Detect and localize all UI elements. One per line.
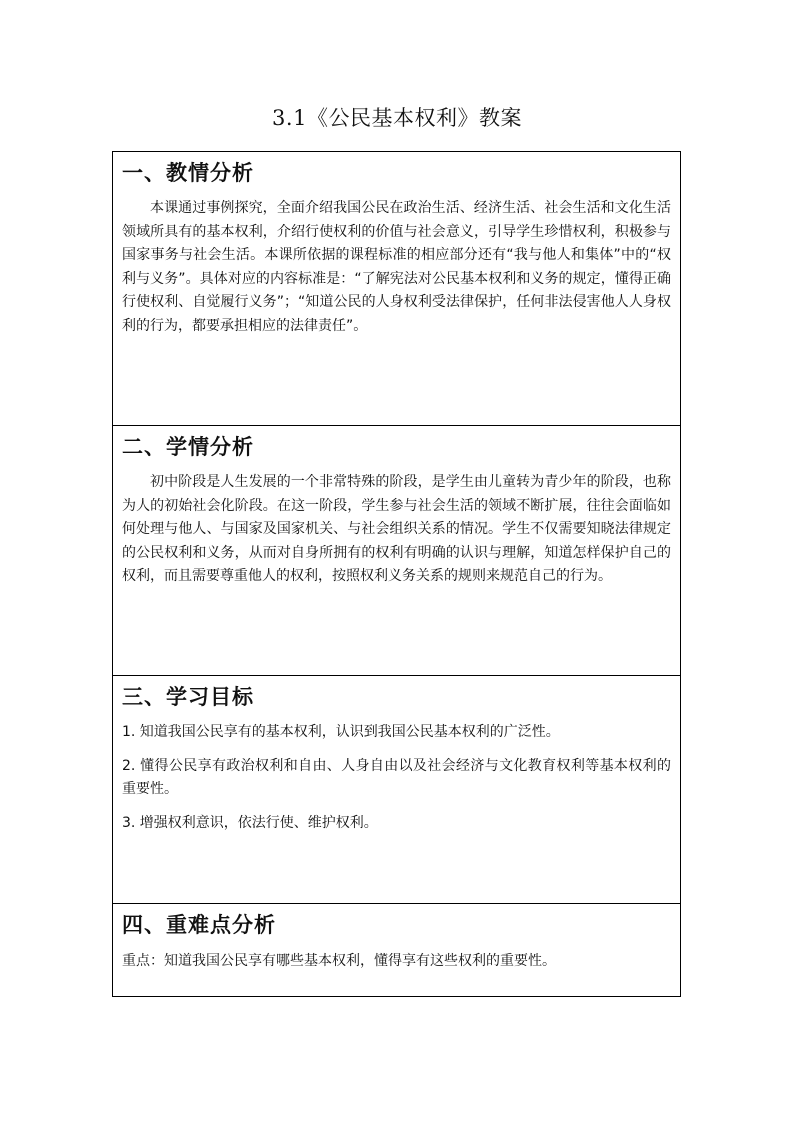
section-heading: 三、学习目标 xyxy=(122,684,254,709)
section-paragraph: 初中阶段是人生发展的一个非常特殊的阶段，是学生由儿童转为青少年的阶段，也称为人的初始社会化阶段。在这一阶段，学生参与社会生活的领域不断扩展，往往会面临如何处理与他人、与国家及国家机关、与社会组织关系的情况。学生不仅需要知晓法律规定的公民权利和义务，从而对自身所拥有的权利有明确的认识与理解，知道怎样保护自己的权利，而且需要尊重他人的权利，按照权利义务关系的规则来规范自己的行为。 xyxy=(122,474,671,584)
page-title: 3.1《公民基本权利》教案 xyxy=(272,106,522,130)
section-teaching-analysis xyxy=(113,152,680,425)
section-student-analysis xyxy=(113,425,680,675)
focus-line: 重点：知道我国公民享有哪些基本权利，懂得享有这些权利的重要性。 xyxy=(122,953,556,969)
goal-item: 1. 知道我国公民享有的基本权利，认识到我国公民基本权利的广泛性。 xyxy=(122,724,560,740)
lesson-plan-table xyxy=(112,151,681,997)
section-paragraph: 本课通过事例探究，全面介绍我国公民在政治生活、经济生活、社会生活和文化生活领域所具有的基本权利，介绍行使权利的价值与社会意义，引导学生珍惜权利，积极参与国家事务与社会生活。本课所依据的课程标准的相应部分还有“我与他人和集体”中的“权利与义务”。具体对应的内容标准是：“了解宪法对公民基本权利和义务的规定，懂得正确行使权利、自觉履行义务”；“知道公民的人身权利受法律保护，任何非法侵害他人人身权利的行为，都要承担相应的法律责任”。 xyxy=(122,200,671,334)
goal-item: 3. 增强权利意识，依法行使、维护权利。 xyxy=(122,814,378,831)
section-learning-goals xyxy=(113,675,680,903)
section-heading: 一、教情分析 xyxy=(122,160,254,185)
section-heading: 二、学情分析 xyxy=(122,434,254,459)
section-key-points xyxy=(113,903,680,996)
goal-list xyxy=(122,721,671,835)
section-heading: 四、重难点分析 xyxy=(122,912,276,937)
goal-item: 2. 懂得公民享有政治权利和自由、人身自由以及社会经济与文化教育权利等基本权利的重要性。 xyxy=(122,757,671,797)
